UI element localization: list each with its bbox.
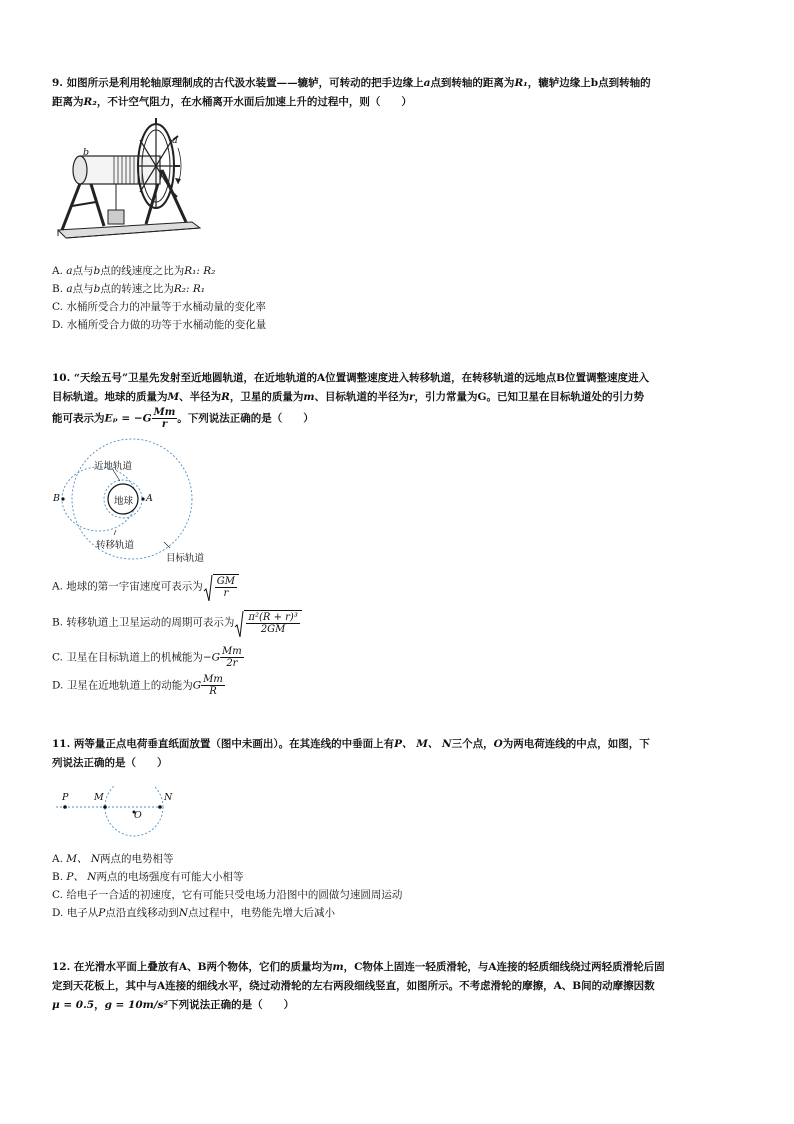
q10-option-a[interactable]: [52, 574, 239, 599]
q10-fig-near-orbit: 近地轨道: [94, 461, 133, 472]
q9-optB-text: 点的转速之比为: [100, 283, 174, 295]
q12-line2: 定到天花板上，其中与A连接的细线水平，绕过动滑轮的左右两段细线竖直，如图所示。不考虑滑轮的摩擦，A、B间的动摩擦因数: [52, 980, 655, 992]
q9-line2-post: ，不计空气阻力，在水桶离开水面后加速上升的过程中，则（ ）: [96, 96, 412, 108]
q10-Ep: Eₚ = −G: [104, 412, 152, 425]
q12-line1-pre: 12. 在光滑水平面上叠放有A、B两个物体，它们的质量均为: [52, 961, 333, 973]
q10-Ep-num: Mm: [153, 407, 176, 418]
q10-line2-a: 、半径为: [179, 391, 222, 403]
q9-optB-prefix: B.: [52, 283, 67, 295]
q11-fig-P: P: [62, 792, 69, 803]
q11-line1-post: 为两电荷连线的中点，如图，下: [502, 738, 650, 750]
q10-line3-pre: 能可表示为: [52, 412, 105, 425]
q10-line2-b: ，卫星的质量为: [229, 391, 304, 403]
q9-option-a[interactable]: [52, 264, 215, 278]
q9-line2-pre: 距离为: [52, 96, 84, 108]
q10-optA-num: GM: [216, 576, 235, 587]
q9-stem: [52, 74, 742, 112]
q11-option-a[interactable]: [52, 852, 174, 866]
q10-line1: 10. “天绘五号”卫星先发射至近地圆轨道，在近地轨道的A位置调整速度进入转移轨道，在转移轨道的远地点B位置调整速度进入: [52, 372, 650, 384]
q9-optA-b: b: [93, 265, 101, 277]
q10-fig-target-orbit: 目标轨道: [166, 553, 205, 564]
q10-var-M: M: [167, 391, 180, 403]
q9-optA-ratio: R₁: R₂: [184, 265, 216, 277]
q11-fig-N: N: [164, 792, 173, 803]
q10-optD-fraction: [201, 674, 225, 697]
q9-optB-mid: 点与: [72, 283, 94, 295]
q10-optC-pre: −G: [202, 651, 221, 664]
q11-line1-pre: 11. 两等量正点电荷垂直纸面放置（图中未画出）。在其连线的中垂面上有: [52, 738, 395, 750]
q11-optA-prefix: A.: [52, 853, 67, 865]
q11-field-figure: [56, 786, 176, 856]
q11-optA-points: M、 N: [66, 853, 101, 865]
q10-fig-A: A: [146, 493, 153, 504]
q10-optC-num: Mm: [222, 646, 242, 657]
q11-optA-text: 两点的电势相等: [100, 853, 174, 865]
q10-optD-text: D. 卫星在近地轨道上的动能为: [52, 679, 193, 692]
q9-option-b[interactable]: [52, 282, 205, 296]
q10-optD-num: Mm: [203, 674, 223, 685]
q9-var-a: a: [423, 77, 431, 89]
q10-option-c[interactable]: [52, 646, 244, 669]
q11-optD-text: 点过程中，电势能先增大后减小: [188, 907, 335, 919]
q11-option-b[interactable]: [52, 870, 244, 884]
q10-optC-text: C. 卫星在目标轨道上的机械能为: [52, 651, 203, 664]
q10-optB-den: 2GM: [260, 624, 286, 635]
q10-optA-sqrt: [203, 574, 239, 599]
q12-mu: μ = 0.5: [52, 999, 95, 1011]
q11-optB-points: P、 N: [66, 871, 97, 883]
q10-option-d[interactable]: [52, 674, 225, 697]
q10-line2-pre: 目标轨道。地球的质量为: [52, 391, 168, 403]
q11-optD-mid: 点沿直线移动到: [105, 907, 179, 919]
q11-optB-text: 两点的电场强度有可能大小相等: [96, 871, 244, 883]
q11-line1-points: P、 M、 N: [394, 738, 452, 750]
q10-fig-earth: 地球: [114, 496, 134, 507]
q9-optB-b: b: [93, 283, 101, 295]
q11-option-c[interactable]: C. 给电子一合适的初速度，它有可能只受电场力沿图中的圆做匀速圆周运动: [52, 889, 403, 901]
q10-var-m: m: [303, 391, 315, 403]
q10-line2-c: 、目标轨道的半径为: [314, 391, 409, 403]
q12-g: g = 10m/s²: [104, 999, 169, 1011]
q9-optB-ratio: R₂: R₁: [173, 283, 206, 295]
q11-line1-mid: 三个点，: [451, 738, 494, 750]
q11-stem: [52, 735, 742, 773]
q10-optD-den: R: [209, 686, 217, 697]
q9-fig-label-b: b: [83, 147, 90, 158]
q11-optD-prefix: D. 电子从: [52, 907, 99, 919]
q10-optC-fraction: [220, 646, 244, 669]
q9-R2: R₂: [83, 96, 97, 108]
q11-option-d[interactable]: [52, 906, 335, 920]
q10-optB-num: π²(R + r)³: [248, 612, 298, 623]
q11-optD-N: N: [178, 907, 188, 919]
q10-var-R: R: [221, 391, 230, 403]
q10-optC-den: 2r: [226, 658, 238, 669]
q9-line1-mid: 点到转轴的距离为: [430, 77, 515, 89]
q10-Ep-den: r: [161, 419, 168, 430]
q9-optA-text: 点的线速度之比为: [100, 265, 185, 277]
q9-optA-mid: 点与: [72, 265, 94, 277]
q10-fig-B: B: [53, 493, 60, 504]
q12-line3-post: 下列说法正确的是（ ）: [168, 999, 295, 1011]
q12-line1-post: ，C物体上固连一轻质滑轮，与A连接的轻质细线绕过两轻质滑轮后固: [343, 961, 665, 973]
q11-optD-P: P: [98, 907, 106, 919]
q10-option-b[interactable]: [52, 610, 302, 635]
q10-optA-den: r: [223, 588, 229, 599]
q9-windlass-figure: [52, 118, 202, 253]
q11-fig-O: O: [134, 810, 142, 821]
q10-optB-text: B. 转移轨道上卫星运动的周期可表示为: [52, 616, 235, 629]
q9-fig-label-a: a: [172, 135, 178, 146]
q11-optB-prefix: B.: [52, 871, 67, 883]
q9-optB-a: a: [66, 283, 73, 295]
q10-line2-d: ，引力常量为G。已知卫星在目标轨道处的引力势: [414, 391, 644, 403]
q9-line1-mid2: ，辘轳边缘上b点到转轴的: [527, 77, 651, 89]
q10-fig-transfer-orbit: 转移轨道: [96, 540, 135, 551]
q10-Ep-fraction: [152, 407, 178, 430]
q10-line3-post: 。下列说法正确的是（ ）: [177, 412, 314, 425]
q9-optA-prefix: A.: [52, 265, 67, 277]
q12-var-m: m: [332, 961, 344, 973]
q10-optD-pre: G: [192, 679, 202, 692]
q9-line1: 9. 如图所示是利用轮轴原理制成的古代汲水装置——辘轳，可转动的把手边缘上: [52, 77, 424, 89]
q10-optA-text: A. 地球的第一宇宙速度可表示为: [52, 580, 203, 593]
q9-optA-a: a: [66, 265, 73, 277]
q10-stem: [52, 369, 742, 430]
q10-var-r: r: [408, 391, 415, 403]
q10-optB-sqrt: [234, 610, 301, 635]
q9-R1: R₁: [514, 77, 528, 89]
q9-option-c[interactable]: C. 水桶所受合力的冲量等于水桶动量的变化率: [52, 301, 266, 313]
q12-stem: 12. 在光滑水平面上叠放有A、B两个物体，它们的质量均为m，C物体上固连一轻质滑轮，与A连接的轻质细线绕过两轻质滑轮后固 定到天花板上，其中与A连接的细线水平，绕过动滑轮的左右两段细线竖直，如图所示。不考虑滑轮的摩擦，A、B间的动摩擦因数 μ = 0.5，g = 10m/s²下列说法正确的是（ ）: [52, 961, 665, 1011]
q11-fig-M: M: [94, 792, 104, 803]
q9-option-d[interactable]: D. 水桶所受合力做的功等于水桶动能的变化量: [52, 319, 267, 331]
q11-line1-O: O: [493, 738, 503, 750]
q11-line2: 列说法正确的是（ ）: [52, 757, 168, 769]
